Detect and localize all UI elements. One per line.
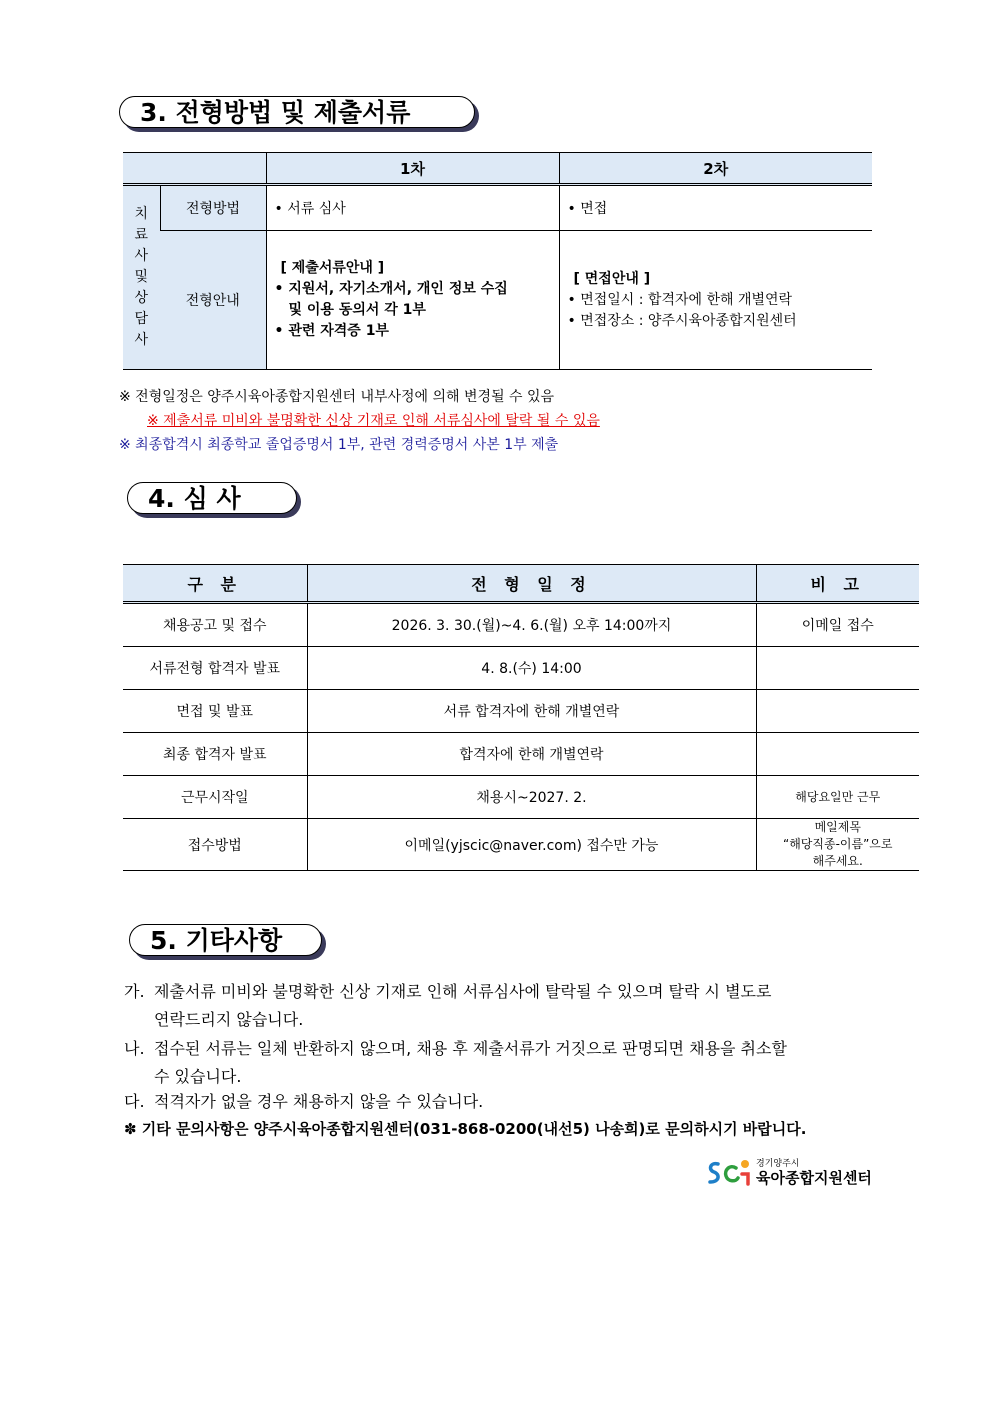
schedule-cell: 서류 합격자에 한해 개별연락 [307,690,756,733]
etc-item-text: 제출서류 미비와 불명확한 신상 기재로 인해 서류심사에 탈락될 수 있으며 탈락 시 별도로 [154,982,772,1001]
etc-item-na [124,1035,884,1091]
first-round-method: • 서류 심사 [266,185,559,231]
table-header-row [123,153,872,185]
category-cell: 근무시작일 [123,776,307,819]
interview-guide-title: [ 면접안내 ] [573,270,651,287]
document-guide-title: [ 제출서류안내 ] [280,260,385,276]
table-row [123,603,919,647]
schedule-cell: 2026. 3. 30.(월)~4. 6.(월) 오후 14:00까지 [307,603,756,647]
remarks-cell [756,690,919,733]
category-cell: 채용공고 및 접수 [123,603,307,647]
table-row [123,647,919,690]
document-guide-line: 및 이용 동의서 각 1부 [288,302,426,318]
category-cell: 서류전형 합격자 발표 [123,647,307,690]
schedule-cell: 채용시~2027. 2. [307,776,756,819]
header-remarks: 비 고 [756,565,919,603]
second-round-method: • 면접 [559,185,872,231]
header-schedule: 전 형 일 정 [307,565,756,603]
table-row [123,733,919,776]
etc-item-text: 접수된 서류는 일체 반환하지 않으며, 채용 후 제출서류가 거짓으로 판명되면 채용을 취소할 [154,1039,787,1058]
remarks-cell [756,733,919,776]
table-row [123,690,919,733]
document-guide-line: • 관련 자격증 1부 [274,323,389,339]
table-row [123,776,919,819]
interview-guide-line: • 면접일시 : 합격자에 한해 개별연락 [567,291,793,308]
etc-item-text: 수 있습니다. [154,1067,242,1086]
remarks-cell [756,647,919,690]
etc-item-ga [124,978,884,1034]
section-5-title: 5. 기타사항 [129,924,322,956]
section-3-title: 3. 전형방법 및 제출서류 [119,96,475,128]
side-label-char: 치 [134,206,149,222]
etc-item-text: 적격자가 없을 경우 채용하지 않을 수 있습니다. [154,1092,484,1111]
side-label-cell [123,185,160,370]
side-label-char: 담 [134,311,149,327]
schedule-cell: 합격자에 한해 개별연락 [307,733,756,776]
remarks-line: 해주세요. [812,854,863,868]
logo-name: 육아종합지원센터 [756,1169,872,1187]
header-second-round: 2차 [559,153,872,185]
review-schedule-table [123,564,919,871]
etc-item-lead: 가. [124,982,145,1001]
remarks-line: “해당직종-이름”으로 [782,837,893,851]
note-schedule-change: ※ 전형일정은 양주시육아종합지원센터 내부사정에 의해 변경될 수 있음 [119,389,555,405]
table-header-row [123,565,919,603]
etc-item-text: 연락드리지 않습니다. [154,1010,304,1029]
interview-guide-line: • 면접장소 : 양주시육아종합지원센터 [567,312,797,329]
remarks-cell: 해당요일만 근무 [756,776,919,819]
etc-item-lead: 다. [124,1092,145,1111]
note-final-documents: ※ 최종합격시 최종학교 졸업증명서 1부, 관련 경력증명서 사본 1부 제출 [119,437,559,453]
table-row [123,231,872,370]
remarks-cell [756,819,919,871]
logo-small-text: 경기양주시 [756,1159,800,1169]
category-cell: 접수방법 [123,819,307,871]
header-category: 구 분 [123,565,307,603]
side-label-char: 및 [134,269,149,285]
interview-guide-cell [559,231,872,370]
side-label-char: 사 [134,332,149,348]
etc-item-lead: 나. [124,1039,145,1058]
etc-item-da [124,1088,884,1116]
side-label-char: 사 [134,248,149,264]
row-label-method: 전형방법 [160,185,266,231]
screening-method-table [123,152,872,370]
section-4-title: 4. 심 사 [127,482,297,514]
schedule-cell: 4. 8.(수) 14:00 [307,647,756,690]
row-label-guide: 전형안내 [160,231,266,370]
side-label-vertical [134,204,148,351]
remarks-cell: 이메일 접수 [756,603,919,647]
remarks-line: 메일제목 [814,820,861,834]
center-logo [704,1156,874,1192]
table-row [123,185,872,231]
table-row [123,819,919,871]
center-logo-icon [704,1156,756,1190]
document-guide-cell [266,231,559,370]
header-empty-cell [123,153,266,185]
category-cell: 면접 및 발표 [123,690,307,733]
note-document-warning: ※ 제출서류 미비와 불명확한 신상 기재로 인해 서류심사에 탈락 될 수 있음 [147,413,600,429]
document-guide-line: • 지원서, 자기소개서, 개인 정보 수집 [274,281,508,297]
etc-contact-note: ✽ 기타 문의사항은 양주시육아종합지원센터(031-868-0200(내선5) 나송희)로 문의하시기 바랍니다. [124,1120,807,1138]
header-first-round: 1차 [266,153,559,185]
category-cell: 최종 합격자 발표 [123,733,307,776]
side-label-char: 료 [134,227,149,243]
schedule-cell: 이메일(yjscic@naver.com) 접수만 가능 [307,819,756,871]
side-label-char: 상 [134,290,149,306]
